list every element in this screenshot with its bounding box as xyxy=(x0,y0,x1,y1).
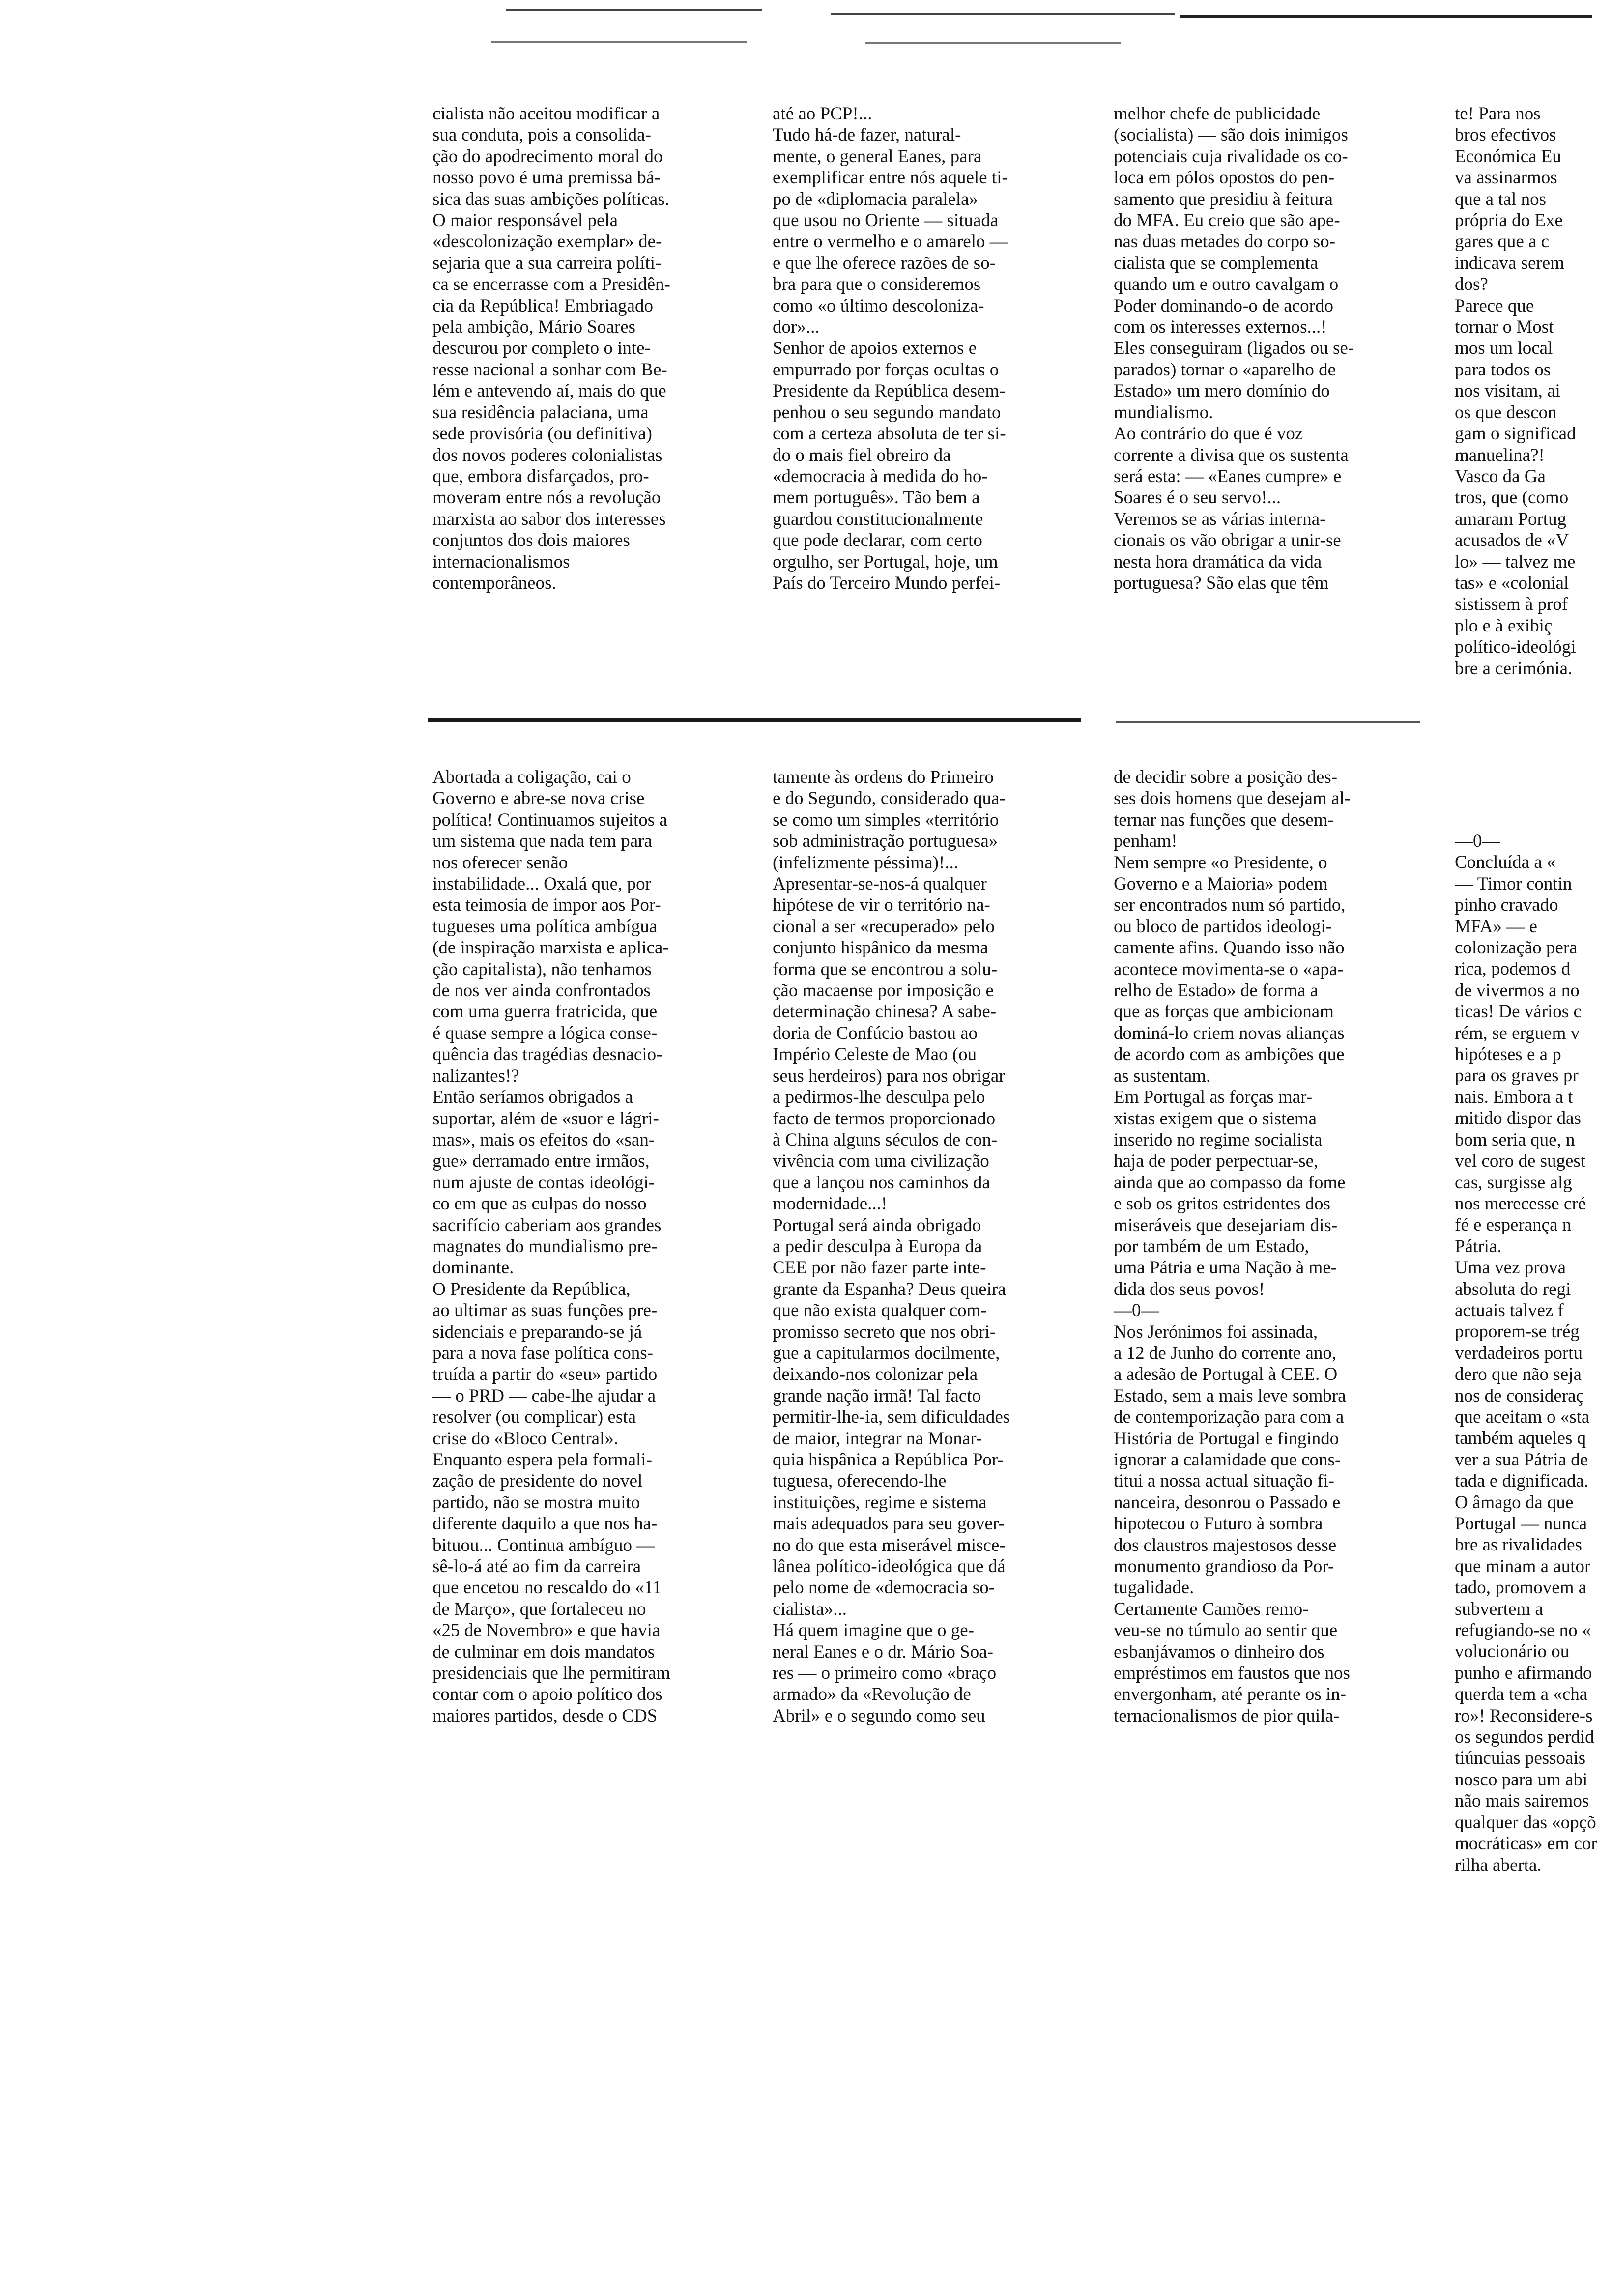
lower-column-4-text: —0— Concluída a « — Timor contin pinho cravado MFA» — e colonização pera rica, podemos d de vivermos a no ticas! De vários c rém, se erguem v hipóteses e a p para os graves pr nais. Embora a t mitido dispor das bom seria que, n vel coro de sugest cas, surgisse alg nos merecesse cré fé e esperança n Pátria. Uma vez prova absoluta do regi actuais talvez f proporem-se trég verdadeiros portu dero que não seja nos de consideraç que aceitam o «sta também aqueles q ver a sua Pátria de tada e dignificada. O âmago da que Portugal — nunca bre as rivalidades que minam a autor tado, promovem a subvertem a refugiando-se no « volucionário ou punho e afirmando querda tem a «cha ro»! Reconsidere-s os segundos perdid tiúncuias pessoais nosco para um abi não mais sairemos qualquer das «opçõ mocráticas» em cor rilha aberta. xyxy=(1455,831,1597,1875)
scan-artifact-line xyxy=(506,9,762,11)
scan-artifact-line xyxy=(491,41,747,43)
upper-column-4-text: te! Para nos bros efectivos Económica Eu va assinarmos que a tal nos própria do Exe gares que a c indicava serem dos? Parece que tornar o Most mos um local para todos os nos visitam, ai os que descon gam o significad manuelina?! Vasco da Ga tros, que (como amaram Portug acusados de «V lo» — talvez me tas» e «colonial sistissem à prof plo e à exibiç político-ideológi bre a cerimónia. xyxy=(1455,104,1576,679)
lower-column-3-text: de decidir sobre a posição des- ses dois homens que desejam al- ternar nas funções que desem- penham! Nem sempre «o Presidente, o Governo e a Maioria» podem ser encontrados num só partido, ou bloco de partidos ideologi- camente afins. Quando isso não acontece movimenta-se o «apa- relho de Estado» de forma a que as forças que ambicionam dominá-lo criem novas alianças de acordo com as ambições que as sustentam. Em Portugal as forças mar- xistas exigem que o sistema inserido no regime socialista haja de poder perpectuar-se, ainda que ao compasso da fome e sob os gritos estridentes dos miseráveis que desejariam dis- por também de um Estado, uma Pátria e uma Nação à me- dida dos seus povos! —0— Nos Jerónimos foi assinada, a 12 de Junho do corrente ano, a adesão de Portugal à CEE. O Estado, sem a mais leve sombra de contemporização para com a História de Portugal e fingindo ignorar a calamidade que cons- titui a nossa actual situação fi- nanceira, desonrou o Passado e hipotecou o Futuro à sombra dos claustros majestosos desse monumento grandioso da Por- tugalidade. Certamente Camões remo- veu-se no túmulo ao sentir que esbanjávamos o dinheiro dos empréstimos em faustos que nos envergonham, até perante os in- ternacionalismos de pior quila- xyxy=(1114,767,1351,1726)
upper-column-1-text: cialista não aceitou modificar a sua conduta, pois a consolida- ção do apodrecimento moral do nosso povo é uma premissa bá- sica das suas ambições políticas. O maior responsável pela «descolonização exemplar» de- sejaria que a sua carreira políti- ca se encerrasse com a Presidên- cia da República! Embriagado pela ambição, Mário Soares descurou por completo o inte- resse nacional a sonhar com Be- lém e antevendo aí, mais do que sua residência palaciana, uma sede provisória (ou definitiva) dos novos poderes colonialistas que, embora disfarçados, pro- moveram entre nós a revolução marxista ao sabor dos interesses conjuntos dos dois maiores internacionalismos contemporâneos. xyxy=(432,104,670,593)
upper-column-2 xyxy=(773,103,1099,594)
lower-column-2 xyxy=(773,767,1099,1726)
section-divider-rule xyxy=(1116,721,1420,723)
lower-column-2-text: tamente às ordens do Primeiro e do Segundo, considerado qua- se como um simples «território sob administração portuguesa» (infelizmente péssima)!... Apresentar-se-nos-á qualquer hipótese de vir o território na- cional a ser «recuperado» pelo conjunto hispânico da mesma forma que se encontrou a solu- ção macaense por imposição e determinação chinesa? A sabe- doria de Confúcio bastou ao Império Celeste de Mao (ou seus herdeiros) para nos obrigar a pedirmos-lhe desculpa pelo facto de termos proporcionado à China alguns séculos de con- vivência com uma civilização que a lançou nos caminhos da modernidade...! Portugal será ainda obrigado a pedir desculpa à Europa da CEE por não fazer parte inte- grante da Espanha? Deus queira que não exista qualquer com- promisso secreto que nos obri- gue a capitularmos docilmente, deixando-nos colonizar pela grande nação irmã! Tal facto permitir-lhe-ia, sem dificuldades de maior, integrar na Monar- quia hispânica a República Por- tuguesa, oferecendo-lhe instituições, regime e sistema mais adequados para seu gover- no do que esta miserável misce- lânea político-ideológica que dá pelo nome de «democracia so- cialista»... Há quem imagine que o ge- neral Eanes e o dr. Mário Soa- res — o primeiro como «braço armado» da «Revolução de Abril» e o segundo como seu xyxy=(773,767,1010,1726)
upper-column-4-cropped xyxy=(1455,103,1607,679)
scan-artifact-line xyxy=(831,13,1175,15)
scan-artifact-line xyxy=(865,42,1121,44)
lower-column-4-cropped xyxy=(1455,831,1607,1876)
section-divider-rule xyxy=(428,718,1081,722)
lower-column-3 xyxy=(1114,767,1438,1726)
upper-column-3 xyxy=(1114,103,1438,594)
lower-column-1 xyxy=(432,767,757,1726)
scan-artifact-line xyxy=(1180,15,1592,18)
upper-column-2-text: até ao PCP!... Tudo há-de fazer, natural- mente, o general Eanes, para exemplificar entre nós aquele ti- po de «diplomacia paralela» que usou no Oriente — situada entre o vermelho e o amarelo — e que lhe oferece razões de so- bra para que o consideremos como «o último descoloniza- dor»... Senhor de apoios externos e empurrado por forças ocultas o Presidente da República desem- penhou o seu segundo mandato com a certeza absoluta de ter si- do o mais fiel obreiro da «democracia à medida do ho- mem português». Tão bem a guardou constitucionalmente que pode declarar, com certo orgulho, ser Portugal, hoje, um País do Terceiro Mundo perfei- xyxy=(773,104,1008,593)
upper-column-3-text: melhor chefe de publicidade (socialista) — são dois inimigos potenciais cuja rivalidade os co- loca em pólos opostos do pen- samento que presidiu à feitura do MFA. Eu creio que são ape- nas duas metades do corpo so- cialista que se complementa quando um e outro cavalgam o Poder dominando-o de acordo com os interesses externos...! Eles conseguiram (ligados ou se- parados) tornar o «aparelho de Estado» um mero domínio do mundialismo. Ao contrário do que é voz corrente a divisa que os sustenta será esta: — «Eanes cumpre» e Soares é o seu servo!... Veremos se as várias interna- cionais os vão obrigar a unir-se nesta hora dramática da vida portuguesa? São elas que têm xyxy=(1114,104,1354,593)
upper-column-1 xyxy=(432,103,757,594)
lower-column-1-text: Abortada a coligação, cai o Governo e abre-se nova crise política! Continuamos sujeitos a um sistema que nada tem para nos oferecer senão instabilidade... Oxalá que, por esta teimosia de impor aos Por- tugueses uma política ambígua (de inspiração marxista e aplica- ção capitalista), não tenhamos de nos ver ainda confrontados com uma guerra fratricida, que é quase sempre a lógica conse- quência das tragédias desnacio- nalizantes!? Então seríamos obrigados a suportar, além de «suor e lágri- mas», mais os efeitos do «san- gue» derramado entre irmãos, num ajuste de contas ideológi- co em que as culpas do nosso sacrifício caberiam aos grandes magnates do mundialismo pre- dominante. O Presidente da República, ao ultimar as suas funções pre- sidenciais e preparando-se já para a nova fase política cons- truída a partir do «seu» partido — o PRD — cabe-lhe ajudar a resolver (ou complicar) esta crise do «Bloco Central». Enquanto espera pela formali- zação de presidente do novel partido, não se mostra muito diferente daquilo a que nos ha- bituou... Continua ambíguo — sê-lo-á até ao fim da carreira que encetou no rescaldo do «11 de Março», que fortaleceu no «25 de Novembro» e que havia de culminar em dois mandatos presidenciais que lhe permitiram contar com o apoio político dos maiores partidos, desde o CDS xyxy=(432,767,670,1726)
